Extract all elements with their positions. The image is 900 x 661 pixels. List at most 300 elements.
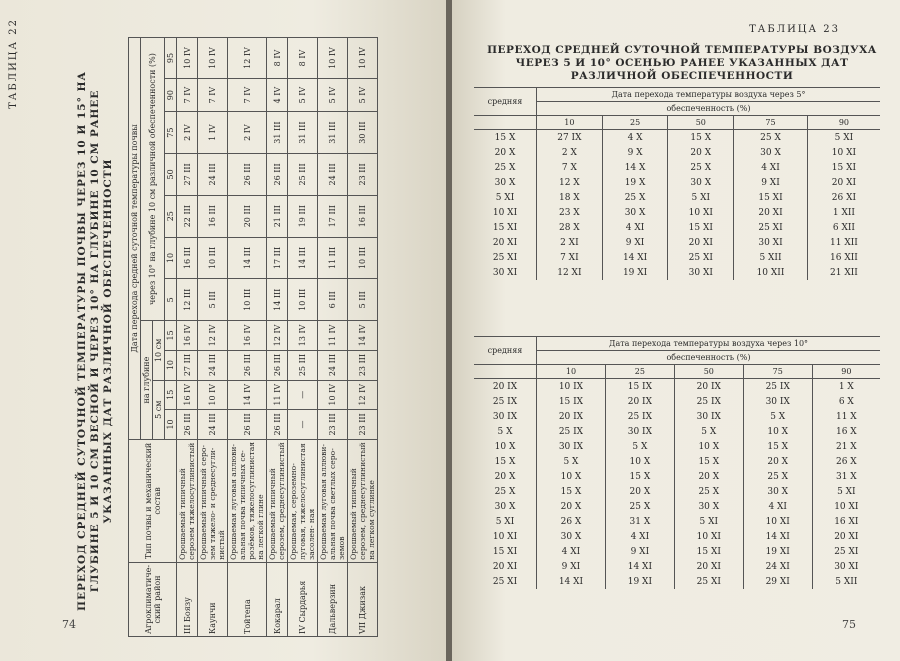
header-obesp: обеспеченность (%) <box>537 102 881 116</box>
date-cell: 20 X <box>537 499 606 514</box>
date-cell: 28 X <box>537 220 603 235</box>
date-cell: 10 XI <box>668 205 734 220</box>
date-cell: 24 XI <box>743 559 812 574</box>
date-cell: 14 XI <box>602 250 668 265</box>
date-cell: — <box>288 409 318 439</box>
date-cell: 31 X <box>605 514 674 529</box>
date-cell: 2 IV <box>228 112 267 154</box>
mean-date-cell: 15 XI <box>492 222 518 233</box>
mean-date-cell: 20 IX <box>492 381 518 392</box>
date-cell: 24 III <box>318 153 348 195</box>
date-cell: 7 IV <box>177 79 198 112</box>
table-row <box>474 205 880 220</box>
date-cell: 25 IX <box>537 424 606 439</box>
header-t10-a: 10 <box>165 409 177 439</box>
date-cell: 14 X <box>602 160 668 175</box>
mean-date-cell: 20 X <box>494 471 516 482</box>
date-cell: 17 III <box>267 237 288 279</box>
date-cell: 25 XI <box>734 220 808 235</box>
table-row <box>474 439 880 454</box>
district-cell: IV Сырдарья <box>288 562 318 636</box>
date-cell: 11 IV <box>318 321 348 350</box>
date-cell: 20 IX <box>674 379 743 395</box>
date-cell: 16 III <box>177 237 198 279</box>
header-blank <box>474 116 537 130</box>
date-cell: 7 X <box>537 160 603 175</box>
date-cell: 19 X <box>602 175 668 190</box>
table-row <box>228 38 267 637</box>
date-cell: 25 III <box>288 153 318 195</box>
date-cell: 30 IX <box>605 424 674 439</box>
date-cell: 27 III <box>177 350 198 380</box>
date-cell: 20 X <box>674 469 743 484</box>
date-cell: 30 IX <box>537 439 606 454</box>
date-cell: 5 XII <box>734 250 808 265</box>
date-cell: 31 III <box>267 112 288 154</box>
right-page <box>452 0 900 661</box>
date-cell: 29 XI <box>743 574 812 589</box>
mean-date-cell: 30 IX <box>492 411 518 422</box>
date-cell: 10 IX <box>537 379 606 395</box>
date-cell: 15 IX <box>537 394 606 409</box>
date-cell: 30 XI <box>812 559 880 574</box>
date-cell: 15 X <box>743 439 812 454</box>
date-cell: 8 IV <box>288 38 318 79</box>
header-blank <box>474 365 537 379</box>
table-row <box>474 250 880 265</box>
table-23-part2 <box>474 336 880 589</box>
date-cell: 25 X <box>602 190 668 205</box>
date-cell: 15 X <box>605 469 674 484</box>
date-cell: 9 X <box>602 145 668 160</box>
soil-cell: Орошаемый типичный серо- зем тяжело- и среднесугли- нистый <box>198 439 228 562</box>
date-cell: 25 X <box>734 130 808 146</box>
date-cell: 14 III <box>288 237 318 279</box>
date-cell: 15 IX <box>605 379 674 395</box>
date-cell: 14 XI <box>537 574 606 589</box>
header-pct: 10 <box>537 365 606 379</box>
mean-date-cell: 30 X <box>494 177 516 188</box>
date-cell: 25 X <box>668 160 734 175</box>
table-row <box>474 409 880 424</box>
header-10cm: 10 см <box>153 321 165 380</box>
table-row <box>267 38 288 637</box>
date-cell: 14 III <box>228 237 267 279</box>
table-row <box>288 38 318 637</box>
mean-date-cell: 10 XI <box>492 207 518 218</box>
date-cell: 17 III <box>318 195 348 237</box>
date-cell: 21 X <box>812 439 880 454</box>
date-cell: 5 X <box>674 424 743 439</box>
date-cell: 12 IV <box>348 380 378 409</box>
date-cell: 5 XI <box>674 514 743 529</box>
date-cell: 5 XII <box>812 574 880 589</box>
date-cell: 25 XI <box>812 544 880 559</box>
table-23-title: ПЕРЕХОД СРЕДНЕЙ СУТОЧНОЙ ТЕМПЕРАТУРЫ ВОЗДУХА ЧЕРЕЗ 5 И 10° ОСЕНЬЮ РАНЕЕ УКАЗАННЫХ ДАТ РАЗЛИЧНОЙ ОБЕСПЕЧЕННОСТИ <box>487 44 877 82</box>
mean-date-cell: 5 XI <box>495 516 515 527</box>
header-pct: 95 <box>165 38 177 79</box>
table-row <box>474 130 880 146</box>
date-cell: 10 XI <box>812 499 880 514</box>
date-cell: 10 X <box>674 439 743 454</box>
date-cell: 2 XI <box>537 235 603 250</box>
date-cell: 31 X <box>812 469 880 484</box>
table-row <box>474 145 880 160</box>
table-row <box>474 499 880 514</box>
date-cell: 11 III <box>318 237 348 279</box>
date-cell: 12 IV <box>198 321 228 350</box>
header-pct: 10 <box>165 237 177 279</box>
header-t15-a: 15 <box>165 380 177 409</box>
header-soil: Тип почвы и механический состав <box>129 439 177 562</box>
date-cell: 15 X <box>668 130 734 146</box>
table-row <box>474 544 880 559</box>
date-cell: 12 X <box>537 175 603 190</box>
date-cell: 18 X <box>537 190 603 205</box>
date-cell: 2 X <box>537 145 603 160</box>
date-cell: 25 X <box>674 484 743 499</box>
date-cell: 26 XI <box>807 190 880 205</box>
date-cell: 19 XI <box>602 265 668 280</box>
date-cell: 26 III <box>228 409 267 439</box>
header-pct: 90 <box>807 116 880 130</box>
date-cell: 20 XI <box>668 235 734 250</box>
date-cell: 11 IV <box>267 380 288 409</box>
date-cell: 26 III <box>267 409 288 439</box>
date-cell: 7 XI <box>537 250 603 265</box>
date-cell: 10 X <box>537 469 606 484</box>
date-cell: 30 X <box>602 205 668 220</box>
date-cell: 30 III <box>348 112 378 154</box>
date-cell: 25 IX <box>743 379 812 395</box>
date-cell: 1 XII <box>807 205 880 220</box>
date-cell: 26 X <box>812 454 880 469</box>
date-cell: 15 XI <box>674 544 743 559</box>
date-cell: 2 IV <box>177 112 198 154</box>
header-pct: 50 <box>668 116 734 130</box>
table-row <box>474 235 880 250</box>
table-row <box>318 38 348 637</box>
mean-date-cell: 20 X <box>494 147 516 158</box>
district-cell: Каунчи <box>198 562 228 636</box>
date-cell: 10 X <box>743 424 812 439</box>
date-cell: 6 X <box>812 394 880 409</box>
date-cell: 5 X <box>605 439 674 454</box>
mean-date-cell: 15 X <box>494 456 516 467</box>
date-cell: 30 X <box>674 499 743 514</box>
date-cell: 24 III <box>198 350 228 380</box>
date-cell: 9 XI <box>734 175 808 190</box>
date-cell: 16 IV <box>177 321 198 350</box>
table-row <box>474 175 880 190</box>
header-pct: 25 <box>165 195 177 237</box>
mean-date-cell: 25 IX <box>492 396 518 407</box>
date-cell: 4 X <box>602 130 668 146</box>
date-cell: 19 XI <box>743 544 812 559</box>
date-cell: 15 X <box>537 484 606 499</box>
table-row <box>348 38 378 637</box>
date-cell: — <box>288 380 318 409</box>
date-cell: 10 XI <box>807 145 880 160</box>
soil-cell: Орошаемый типичный серозем тяжелосуглинистый <box>177 439 198 562</box>
district-cell: Дальверзин <box>318 562 348 636</box>
date-cell: 10 XI <box>674 529 743 544</box>
mean-date-cell: 20 XI <box>492 237 518 248</box>
date-cell: 11 X <box>812 409 880 424</box>
table-22-body <box>177 38 378 637</box>
date-cell: 14 IV <box>228 380 267 409</box>
page-number-left: 74 <box>62 618 76 631</box>
date-cell: 15 XI <box>807 160 880 175</box>
mean-date-cell: 25 XI <box>492 576 518 587</box>
date-cell: 20 XI <box>734 205 808 220</box>
mean-date-cell: 15 X <box>494 132 516 143</box>
soil-cell: Орошаемая луговая аллюви- альная почва типичных се- розёмов, тяжелосуглинистая на легкой глине <box>228 439 267 562</box>
table-22-label: ТАБЛИЦА 22 <box>8 18 19 109</box>
date-cell: 26 III <box>228 350 267 380</box>
district-cell: Тойтепа <box>228 562 267 636</box>
table-row <box>474 265 880 280</box>
date-cell: 31 III <box>288 112 318 154</box>
rotated-table-area <box>0 0 446 661</box>
date-cell: 21 XII <box>807 265 880 280</box>
date-cell: 4 IV <box>267 79 288 112</box>
header-t10-b: 10 <box>165 350 177 380</box>
date-cell: 14 IV <box>348 321 378 350</box>
date-cell: 26 III <box>267 350 288 380</box>
header-5cm: 5 см <box>153 380 165 439</box>
table-row <box>474 514 880 529</box>
header-pct: 75 <box>743 365 812 379</box>
table-row <box>474 220 880 235</box>
header-air5: Дата перехода температуры воздуха через 5° <box>537 88 881 102</box>
date-cell: 13 IV <box>288 321 318 350</box>
table-22 <box>128 37 378 637</box>
district-cell: VII Джизак <box>348 562 378 636</box>
date-cell: 30 X <box>743 484 812 499</box>
date-cell: 12 XI <box>537 265 603 280</box>
date-cell: 10 IV <box>318 38 348 79</box>
soil-cell: Орошаемый типичный серозем, среднесуглинистый <box>267 439 288 562</box>
date-cell: 30 X <box>734 145 808 160</box>
date-cell: 16 III <box>348 195 378 237</box>
table-row <box>474 379 880 395</box>
date-cell: 22 III <box>177 195 198 237</box>
date-cell: 20 IX <box>605 394 674 409</box>
date-cell: 5 IV <box>288 79 318 112</box>
date-cell: 10 IV <box>348 38 378 79</box>
date-cell: 5 XI <box>812 484 880 499</box>
header-mean: средняя <box>474 337 537 365</box>
mean-date-cell: 15 XI <box>492 546 518 557</box>
date-cell: 10 XI <box>743 514 812 529</box>
date-cell: 10 III <box>348 237 378 279</box>
date-cell: 12 IV <box>228 38 267 79</box>
date-cell: 7 IV <box>198 79 228 112</box>
header-through10: через 10° на глубине 10 см различной обеспеченности (%) <box>141 38 165 321</box>
date-cell: 10 XII <box>734 265 808 280</box>
table-row <box>474 469 880 484</box>
table-22-title: ПЕРЕХОД СРЕДНЕЙ СУТОЧНОЙ ТЕМПЕРАТУРЫ ПОЧВЫ ЧЕРЕЗ 10 И 15° НА ГЛУБИНЕ 5 И 10 СМ ВЕСНОЙ И ЧЕРЕЗ 10° НА ГЛУБИНЕ 10 СМ РАНЕЕ УКАЗАННЫХ ДАТ РАЗЛИЧНОЙ ОБЕСПЕЧЕННОСТИ <box>76 71 114 611</box>
date-cell: 27 IX <box>537 130 603 146</box>
page-number-right: 75 <box>842 618 856 631</box>
date-cell: 4 XI <box>537 544 606 559</box>
date-cell: 30 IX <box>674 409 743 424</box>
date-cell: 16 XI <box>812 514 880 529</box>
date-cell: 30 X <box>668 175 734 190</box>
date-cell: 12 III <box>177 279 198 321</box>
date-cell: 20 XI <box>807 175 880 190</box>
date-cell: 30 XI <box>734 235 808 250</box>
date-cell: 30 XI <box>668 265 734 280</box>
table-row <box>474 454 880 469</box>
header-depth: на глубине <box>141 321 153 440</box>
header-pct: 75 <box>734 116 808 130</box>
mean-date-cell: 20 XI <box>492 561 518 572</box>
header-obesp: обеспеченность (%) <box>537 351 881 365</box>
date-cell: 5 X <box>743 409 812 424</box>
date-cell: 9 XI <box>605 544 674 559</box>
date-cell: 5 III <box>198 279 228 321</box>
date-cell: 6 XII <box>807 220 880 235</box>
date-cell: 25 X <box>605 499 674 514</box>
date-cell: 8 IV <box>267 38 288 79</box>
mean-date-cell: 30 XI <box>492 267 518 278</box>
date-cell: 9 XI <box>537 559 606 574</box>
header-district: Агроклиматиче- ский район <box>129 562 177 636</box>
table-23-part2-body <box>474 379 880 590</box>
date-cell: 23 III <box>318 409 348 439</box>
date-cell: 12 IV <box>267 321 288 350</box>
date-cell: 4 XI <box>743 499 812 514</box>
mean-date-cell: 25 X <box>494 162 516 173</box>
header-pct: 10 <box>537 116 603 130</box>
date-cell: 24 III <box>198 409 228 439</box>
district-cell: Кокарал <box>267 562 288 636</box>
date-cell: 21 III <box>267 195 288 237</box>
date-cell: 5 X <box>537 454 606 469</box>
date-cell: 14 XI <box>605 559 674 574</box>
mean-date-cell: 5 X <box>497 426 513 437</box>
table-23-part1-body <box>474 130 880 281</box>
date-cell: 14 III <box>267 279 288 321</box>
header-dates: Дата перехода средней суточной температуры почвы <box>129 38 141 440</box>
date-cell: 25 X <box>743 469 812 484</box>
date-cell: 9 XI <box>602 235 668 250</box>
table-row <box>474 160 880 175</box>
date-cell: 10 IV <box>177 38 198 79</box>
date-cell: 4 XI <box>602 220 668 235</box>
date-cell: 1 IV <box>198 112 228 154</box>
date-cell: 20 X <box>743 454 812 469</box>
header-air10: Дата перехода температуры воздуха через 10° <box>537 337 881 351</box>
header-pct: 75 <box>165 112 177 154</box>
header-t15-b: 15 <box>165 321 177 350</box>
header-pct: 50 <box>674 365 743 379</box>
header-pct: 25 <box>602 116 668 130</box>
date-cell: 10 X <box>605 454 674 469</box>
date-cell: 27 III <box>177 153 198 195</box>
mean-date-cell: 5 XI <box>495 192 515 203</box>
date-cell: 20 III <box>228 195 267 237</box>
mean-date-cell: 25 X <box>494 486 516 497</box>
date-cell: 23 III <box>348 350 378 380</box>
date-cell: 5 XI <box>807 130 880 146</box>
header-pct: 5 <box>165 279 177 321</box>
date-cell: 16 IV <box>177 380 198 409</box>
header-pct: 90 <box>812 365 880 379</box>
date-cell: 1 X <box>812 379 880 395</box>
table-row <box>474 529 880 544</box>
soil-cell: Орошаемая, сероземно-луговая, тяжелосуглинистая засолен- ная <box>288 439 318 562</box>
date-cell: 30 X <box>537 529 606 544</box>
date-cell: 16 X <box>812 424 880 439</box>
date-cell: 15 X <box>674 454 743 469</box>
district-cell: III Боязу <box>177 562 198 636</box>
header-pct: 25 <box>605 365 674 379</box>
mean-date-cell: 10 X <box>494 441 516 452</box>
date-cell: 25 III <box>288 350 318 380</box>
date-cell: 26 X <box>537 514 606 529</box>
date-cell: 26 III <box>228 153 267 195</box>
date-cell: 16 III <box>198 195 228 237</box>
date-cell: 10 III <box>198 237 228 279</box>
date-cell: 4 XI <box>605 529 674 544</box>
date-cell: 20 IX <box>537 409 606 424</box>
date-cell: 24 III <box>318 350 348 380</box>
date-cell: 4 XI <box>734 160 808 175</box>
date-cell: 5 III <box>348 279 378 321</box>
date-cell: 5 XI <box>668 190 734 205</box>
date-cell: 26 III <box>177 409 198 439</box>
soil-cell: Орошаемая луговая аллюви- альная почва светлых серо- земов <box>318 439 348 562</box>
date-cell: 16 XII <box>807 250 880 265</box>
date-cell: 23 III <box>348 409 378 439</box>
soil-cell: Орошаемый типичный серозем, среднесуглинистый на легком суглинке <box>348 439 378 562</box>
date-cell: 10 IV <box>318 380 348 409</box>
header-pct: 50 <box>165 153 177 195</box>
date-cell: 20 XI <box>812 529 880 544</box>
table-row <box>177 38 198 637</box>
table-row <box>474 559 880 574</box>
left-page <box>0 0 446 661</box>
date-cell: 25 IX <box>605 409 674 424</box>
date-cell: 7 IV <box>228 79 267 112</box>
table-row <box>474 484 880 499</box>
date-cell: 15 XI <box>734 190 808 205</box>
date-cell: 16 IV <box>228 321 267 350</box>
date-cell: 10 III <box>288 279 318 321</box>
table-23-part1 <box>474 87 880 280</box>
mean-date-cell: 10 XI <box>492 531 518 542</box>
table-row <box>474 574 880 589</box>
date-cell: 31 III <box>318 112 348 154</box>
date-cell: 10 III <box>228 279 267 321</box>
date-cell: 14 XI <box>743 529 812 544</box>
date-cell: 10 IV <box>198 38 228 79</box>
date-cell: 15 XI <box>668 220 734 235</box>
date-cell: 30 IX <box>743 394 812 409</box>
table-row <box>474 190 880 205</box>
date-cell: 5 IV <box>318 79 348 112</box>
date-cell: 23 III <box>348 153 378 195</box>
date-cell: 5 IV <box>348 79 378 112</box>
date-cell: 25 XI <box>668 250 734 265</box>
table-row <box>474 424 880 439</box>
date-cell: 10 IV <box>198 380 228 409</box>
date-cell: 11 XII <box>807 235 880 250</box>
date-cell: 19 III <box>288 195 318 237</box>
